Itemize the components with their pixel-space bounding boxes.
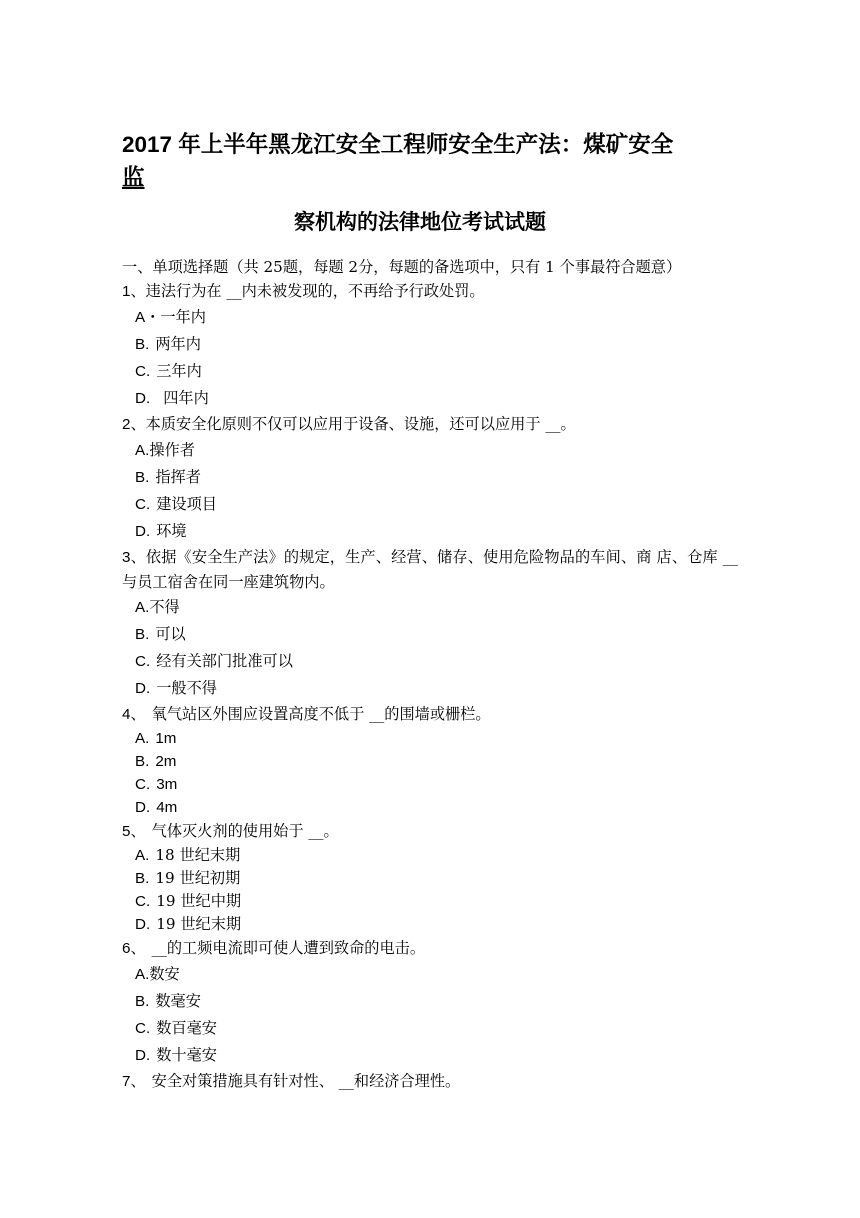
- option-label: A.: [135, 730, 150, 747]
- question-text: 依据《安全生产法》的规定，生产、经营、储存、使用危险物品的车间、商 店、仓库 __与员工宿舍在同一座建筑物内。: [122, 548, 738, 591]
- question-number: 7、: [122, 1073, 146, 1090]
- question-5: [122, 819, 738, 936]
- option-c[interactable]: [122, 890, 738, 913]
- option-text: 两年内: [155, 335, 201, 353]
- option-label: C.: [135, 776, 151, 793]
- option-label: A・: [135, 309, 161, 326]
- option-b[interactable]: [122, 867, 738, 890]
- option-text: 19 世纪中期: [156, 892, 242, 910]
- question-1: [122, 279, 738, 412]
- option-label: B.: [135, 870, 150, 887]
- question-stem: [122, 279, 738, 304]
- option-label: A.: [135, 442, 150, 459]
- option-label: A.: [135, 847, 150, 864]
- option-c[interactable]: [122, 648, 738, 675]
- question-text: __的工频电流即可使人遭到致命的电击。: [151, 939, 426, 957]
- option-text: 一年内: [160, 308, 206, 326]
- option-text: 3m: [156, 776, 178, 793]
- option-text: 19 世纪末期: [156, 915, 242, 933]
- option-c[interactable]: [122, 491, 738, 518]
- question-number: 5、: [122, 823, 146, 840]
- option-a[interactable]: [122, 844, 738, 867]
- option-text: 建设项目: [156, 495, 217, 513]
- option-d[interactable]: [122, 385, 738, 412]
- option-label: C.: [135, 893, 151, 910]
- option-label: A.: [135, 966, 150, 983]
- option-a[interactable]: [122, 727, 738, 750]
- question-6: [122, 936, 738, 1069]
- option-label: D.: [135, 1047, 151, 1064]
- option-label: B.: [135, 626, 150, 643]
- question-stem: [122, 819, 738, 844]
- question-stem: [122, 1069, 738, 1094]
- question-number: 4、: [122, 706, 146, 723]
- option-d[interactable]: [122, 796, 738, 819]
- question-stem: [122, 412, 738, 437]
- option-b[interactable]: [122, 750, 738, 773]
- option-label: D.: [135, 916, 151, 933]
- option-label: C.: [135, 363, 151, 380]
- question-number: 1、: [122, 283, 146, 300]
- option-d[interactable]: [122, 1042, 738, 1069]
- option-text: 数百毫安: [156, 1019, 217, 1037]
- option-label: A.: [135, 599, 150, 616]
- option-text: 指挥者: [155, 468, 201, 486]
- option-text: 一般不得: [156, 679, 217, 697]
- option-text: 1m: [155, 730, 177, 747]
- option-text: 数毫安: [155, 992, 201, 1010]
- option-label: C.: [135, 496, 151, 513]
- document-body: [122, 128, 738, 1094]
- option-a[interactable]: [122, 437, 738, 464]
- option-text: 环境: [156, 522, 187, 540]
- page-title-line-1: 2017 年上半年黑龙江安全工程师安全生产法：煤矿安全: [122, 132, 674, 157]
- question-text: 气体灭火剂的使用始于 __。: [151, 822, 339, 840]
- question-3: [122, 545, 738, 702]
- option-a[interactable]: [122, 961, 738, 988]
- question-4: [122, 702, 738, 819]
- question-text: 违法行为在 __内未被发现的，不再给予行政处罚。: [145, 282, 485, 300]
- option-text: 四年内: [163, 389, 209, 407]
- option-label: C.: [135, 1020, 151, 1037]
- option-d[interactable]: [122, 675, 738, 702]
- question-stem: [122, 545, 738, 594]
- option-text: 18 世纪末期: [155, 846, 241, 864]
- option-text: 4m: [156, 799, 178, 816]
- option-text: 三年内: [156, 362, 202, 380]
- option-b[interactable]: [122, 988, 738, 1015]
- question-number: 3、: [122, 549, 146, 566]
- option-d[interactable]: [122, 518, 738, 545]
- page-subtitle: 察机构的法律地位考试试题: [294, 211, 546, 234]
- option-label: B.: [135, 993, 150, 1010]
- option-text: 可以: [155, 625, 186, 643]
- option-text: 经有关部门批准可以: [156, 652, 293, 670]
- option-c[interactable]: [122, 358, 738, 385]
- option-text: 2m: [155, 753, 177, 770]
- option-c[interactable]: [122, 773, 738, 796]
- option-label: B.: [135, 469, 150, 486]
- option-label: D.: [135, 390, 151, 407]
- section-instructions: 一、单项选择题（共 25题，每题 2分，每题的备选项中，只有 1 个事最符合题意）: [122, 258, 682, 276]
- question-stem: [122, 936, 738, 961]
- option-a[interactable]: [122, 594, 738, 621]
- option-label: B.: [135, 753, 150, 770]
- option-b[interactable]: [122, 464, 738, 491]
- option-text: 不得: [149, 598, 180, 616]
- option-a[interactable]: [122, 304, 738, 331]
- option-label: D.: [135, 680, 151, 697]
- question-2: [122, 412, 738, 545]
- option-d[interactable]: [122, 913, 738, 936]
- option-b[interactable]: [122, 621, 738, 648]
- option-label: C.: [135, 653, 151, 670]
- option-label: B.: [135, 336, 150, 353]
- question-number: 6、: [122, 940, 146, 957]
- option-c[interactable]: [122, 1015, 738, 1042]
- option-text: 19 世纪初期: [155, 869, 241, 887]
- option-text: 数十毫安: [156, 1046, 217, 1064]
- option-text: 操作者: [149, 441, 195, 459]
- question-stem: [122, 702, 738, 727]
- page-title: [122, 128, 738, 194]
- page-title-line-2-tail: 监: [122, 165, 145, 190]
- question-7: [122, 1069, 738, 1094]
- option-text: 数安: [149, 965, 180, 983]
- option-label: D.: [135, 523, 151, 540]
- question-text: 安全对策措施具有针对性、 __和经济合理性。: [151, 1072, 461, 1090]
- question-number: 2、: [122, 416, 146, 433]
- option-label: D.: [135, 799, 151, 816]
- question-text: 氧气站区外围应设置高度不低于 __的围墙或栅栏。: [151, 705, 491, 723]
- option-b[interactable]: [122, 331, 738, 358]
- question-text: 本质安全化原则不仅可以应用于设备、设施，还可以应用于 __。: [145, 415, 576, 433]
